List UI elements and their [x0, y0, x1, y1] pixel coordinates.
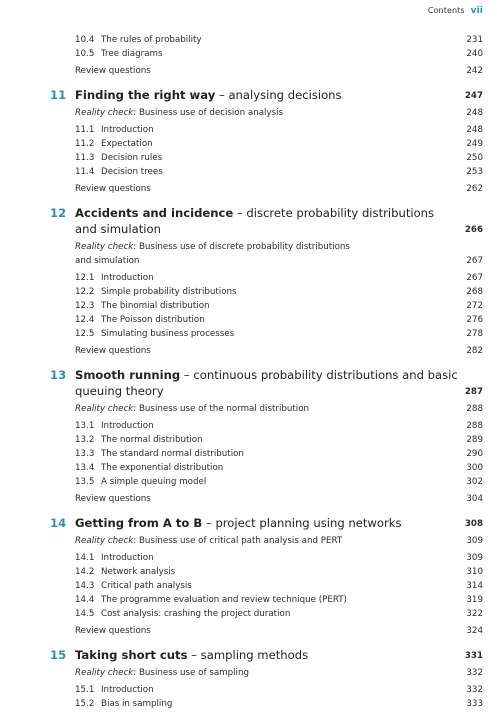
section-number: 14.1 [75, 553, 95, 563]
review-title: Review questions [75, 626, 151, 636]
review-title: Review questions [75, 494, 151, 504]
section-number: 14.3 [75, 581, 95, 591]
section-page: 310 [466, 567, 483, 577]
reality-check-row[interactable] [75, 534, 483, 548]
chapter-subtitle: project planning using networks [215, 516, 402, 530]
chapter-heading[interactable] [50, 205, 483, 237]
section-title: Tree diagrams [101, 49, 163, 59]
review-page: 262 [466, 184, 483, 194]
toc-section-row[interactable] [75, 151, 483, 165]
toc-section-row[interactable] [75, 271, 483, 285]
section-title: Decision trees [101, 167, 163, 177]
section-page: 288 [466, 421, 483, 431]
section-title: A simple queuing model [101, 477, 207, 487]
section-title: Expectation [101, 139, 153, 149]
toc-section-row[interactable] [75, 697, 483, 711]
section-page: 268 [466, 287, 483, 297]
section-title: The rules of probability [101, 35, 202, 45]
chapter-number: 15 [50, 648, 67, 662]
section-number: 12.4 [75, 315, 95, 325]
chapter-number: 11 [50, 88, 67, 102]
section-title: Introduction [101, 273, 154, 283]
section-number: 12.1 [75, 273, 95, 283]
review-page: 282 [466, 346, 483, 356]
review-page: 304 [466, 494, 483, 504]
reality-check-row[interactable] [75, 402, 483, 416]
section-number: 14.4 [75, 595, 95, 605]
chapter-subtitle-line2: queuing theory [75, 384, 164, 398]
chapter-page: 287 [464, 387, 483, 397]
table-of-contents [0, 33, 497, 711]
running-head-page: vii [470, 6, 483, 16]
chapter-heading[interactable] [50, 647, 483, 663]
section-title: The exponential distribution [101, 463, 224, 473]
section-page: 276 [466, 315, 483, 325]
section-page: 300 [466, 463, 483, 473]
chapter-page: 331 [464, 651, 483, 661]
section-number: 12.3 [75, 301, 95, 311]
chapter-dash: – [180, 368, 194, 382]
section-page: 231 [466, 35, 483, 45]
section-number: 15.1 [75, 685, 95, 695]
reality-check-row[interactable] [75, 240, 483, 254]
toc-section-row[interactable] [75, 447, 483, 461]
chapter-heading[interactable] [50, 515, 483, 531]
chapter-dash: – [187, 648, 201, 662]
section-title: Network analysis [101, 567, 176, 577]
reality-check-page: 332 [466, 668, 483, 678]
section-page: 248 [466, 125, 483, 135]
review-page: 324 [466, 626, 483, 636]
reality-check-text-line2: and simulation [75, 256, 140, 266]
toc-section-row[interactable] [75, 137, 483, 151]
section-number: 13.3 [75, 449, 95, 459]
chapter-page: 247 [464, 91, 483, 101]
section-number: 13.4 [75, 463, 95, 473]
section-page: 302 [466, 477, 483, 487]
section-number: 13.5 [75, 477, 95, 487]
toc-section-row[interactable] [75, 607, 483, 621]
section-number: 15.2 [75, 699, 95, 709]
section-number: 11.2 [75, 139, 95, 149]
section-title: Critical path analysis [101, 581, 192, 591]
section-number: 11.4 [75, 167, 95, 177]
section-title: Decision rules [101, 153, 163, 163]
chapter-dash: – [202, 516, 216, 530]
section-page: 278 [466, 329, 483, 339]
toc-section-row[interactable] [75, 475, 483, 489]
section-page: 289 [466, 435, 483, 445]
chapter-title: Taking short cuts [75, 648, 188, 662]
section-title: The binomial distribution [101, 301, 210, 311]
section-number: 10.4 [75, 35, 95, 45]
toc-section-row[interactable] [75, 33, 483, 47]
chapter-subtitle: discrete probability distributions [246, 206, 435, 220]
review-page: 242 [466, 66, 483, 76]
section-page: 332 [466, 685, 483, 695]
running-head-label: Contents [427, 6, 465, 15]
reality-check-text: : Business use of decision analysis [133, 108, 284, 118]
toc-section-row[interactable] [75, 565, 483, 579]
reality-check-page: 248 [466, 108, 483, 118]
chapter-heading[interactable] [50, 87, 483, 103]
section-page: 267 [466, 273, 483, 283]
reality-check-page: 288 [466, 404, 483, 414]
section-number: 14.5 [75, 609, 95, 619]
chapter-dash: – [215, 88, 229, 102]
chapter-page: 308 [464, 519, 483, 529]
toc-section-row[interactable] [75, 47, 483, 61]
running-head [428, 6, 483, 16]
toc-section-row[interactable] [75, 461, 483, 475]
section-title: The programme evaluation and review technique (PERT) [101, 595, 347, 605]
toc-review-row[interactable] [75, 624, 483, 638]
review-title: Review questions [75, 346, 151, 356]
section-page: 319 [466, 595, 483, 605]
section-title: Bias in sampling [101, 699, 173, 709]
reality-check-text: : Business use of the normal distribution [133, 404, 310, 414]
reality-check-page: 309 [466, 536, 483, 546]
chapter-dash: – [233, 206, 247, 220]
section-title: Introduction [101, 421, 154, 431]
reality-check-text: : Business use of critical path analysis and PERT [133, 536, 343, 546]
reality-check-row[interactable] [75, 666, 483, 680]
review-title: Review questions [75, 66, 151, 76]
chapter-title: Getting from A to B [75, 516, 203, 530]
section-title: Introduction [101, 125, 154, 135]
reality-check-label: Reality check [75, 404, 134, 414]
chapter-title: Finding the right way [75, 88, 216, 102]
toc-review-row[interactable] [75, 492, 483, 506]
toc-section-row[interactable] [75, 327, 483, 341]
section-page: 322 [466, 609, 483, 619]
section-page: 290 [466, 449, 483, 459]
chapter-subtitle-line2: and simulation [75, 222, 161, 236]
toc-review-row[interactable] [75, 344, 483, 358]
section-number: 12.2 [75, 287, 95, 297]
toc-section-row[interactable] [75, 579, 483, 593]
chapter-title: Accidents and incidence [75, 206, 234, 220]
chapter-number: 13 [50, 368, 67, 382]
section-title: Simple probability distributions [101, 287, 237, 297]
reality-check-label: Reality check [75, 668, 134, 678]
reality-check-page: 267 [466, 256, 483, 266]
section-title: Simulating business processes [101, 329, 235, 339]
reality-check-label: Reality check [75, 536, 134, 546]
chapter-title: Smooth running [75, 368, 181, 382]
reality-check-label: Reality check [75, 108, 134, 118]
section-page: 309 [466, 553, 483, 563]
toc-review-row[interactable] [75, 64, 483, 78]
chapter-heading[interactable] [50, 367, 483, 399]
reality-check-row[interactable] [75, 106, 483, 120]
section-title: The normal distribution [101, 435, 203, 445]
section-page: 314 [466, 581, 483, 591]
section-page: 250 [466, 153, 483, 163]
chapter-subtitle: sampling methods [200, 648, 309, 662]
chapter-page: 266 [464, 225, 483, 235]
chapter-number: 14 [50, 516, 67, 530]
toc-section-row[interactable] [75, 285, 483, 299]
chapter-subtitle: continuous probability distributions and basic [193, 368, 458, 382]
chapter-subtitle: analysing decisions [228, 88, 342, 102]
toc-section-row[interactable] [75, 123, 483, 137]
toc-section-row[interactable] [75, 433, 483, 447]
review-title: Review questions [75, 184, 151, 194]
section-page: 249 [466, 139, 483, 149]
reality-check-label: Reality check [75, 242, 134, 252]
toc-section-row[interactable] [75, 313, 483, 327]
section-page: 333 [466, 699, 483, 709]
section-number: 11.3 [75, 153, 95, 163]
toc-section-row[interactable] [75, 551, 483, 565]
toc-section-row[interactable] [75, 165, 483, 179]
toc-section-row[interactable] [75, 299, 483, 313]
section-number: 13.1 [75, 421, 95, 431]
toc-section-row[interactable] [75, 683, 483, 697]
reality-check-row-cont [75, 254, 483, 268]
section-number: 13.2 [75, 435, 95, 445]
section-title: Introduction [101, 685, 154, 695]
section-number: 11.1 [75, 125, 95, 135]
section-page: 240 [466, 49, 483, 59]
section-title: Introduction [101, 553, 154, 563]
toc-review-row[interactable] [75, 182, 483, 196]
section-title: Cost analysis: crashing the project duration [101, 609, 291, 619]
section-title: The standard normal distribution [101, 449, 244, 459]
section-number: 12.5 [75, 329, 95, 339]
toc-section-row[interactable] [75, 593, 483, 607]
toc-section-row[interactable] [75, 419, 483, 433]
chapter-number: 12 [50, 206, 67, 220]
section-page: 253 [466, 167, 483, 177]
section-title: The Poisson distribution [101, 315, 205, 325]
section-number: 14.2 [75, 567, 95, 577]
section-number: 10.5 [75, 49, 95, 59]
section-page: 272 [466, 301, 483, 311]
reality-check-text: : Business use of discrete probability distributions [133, 242, 350, 252]
reality-check-text: : Business use of sampling [133, 668, 249, 678]
